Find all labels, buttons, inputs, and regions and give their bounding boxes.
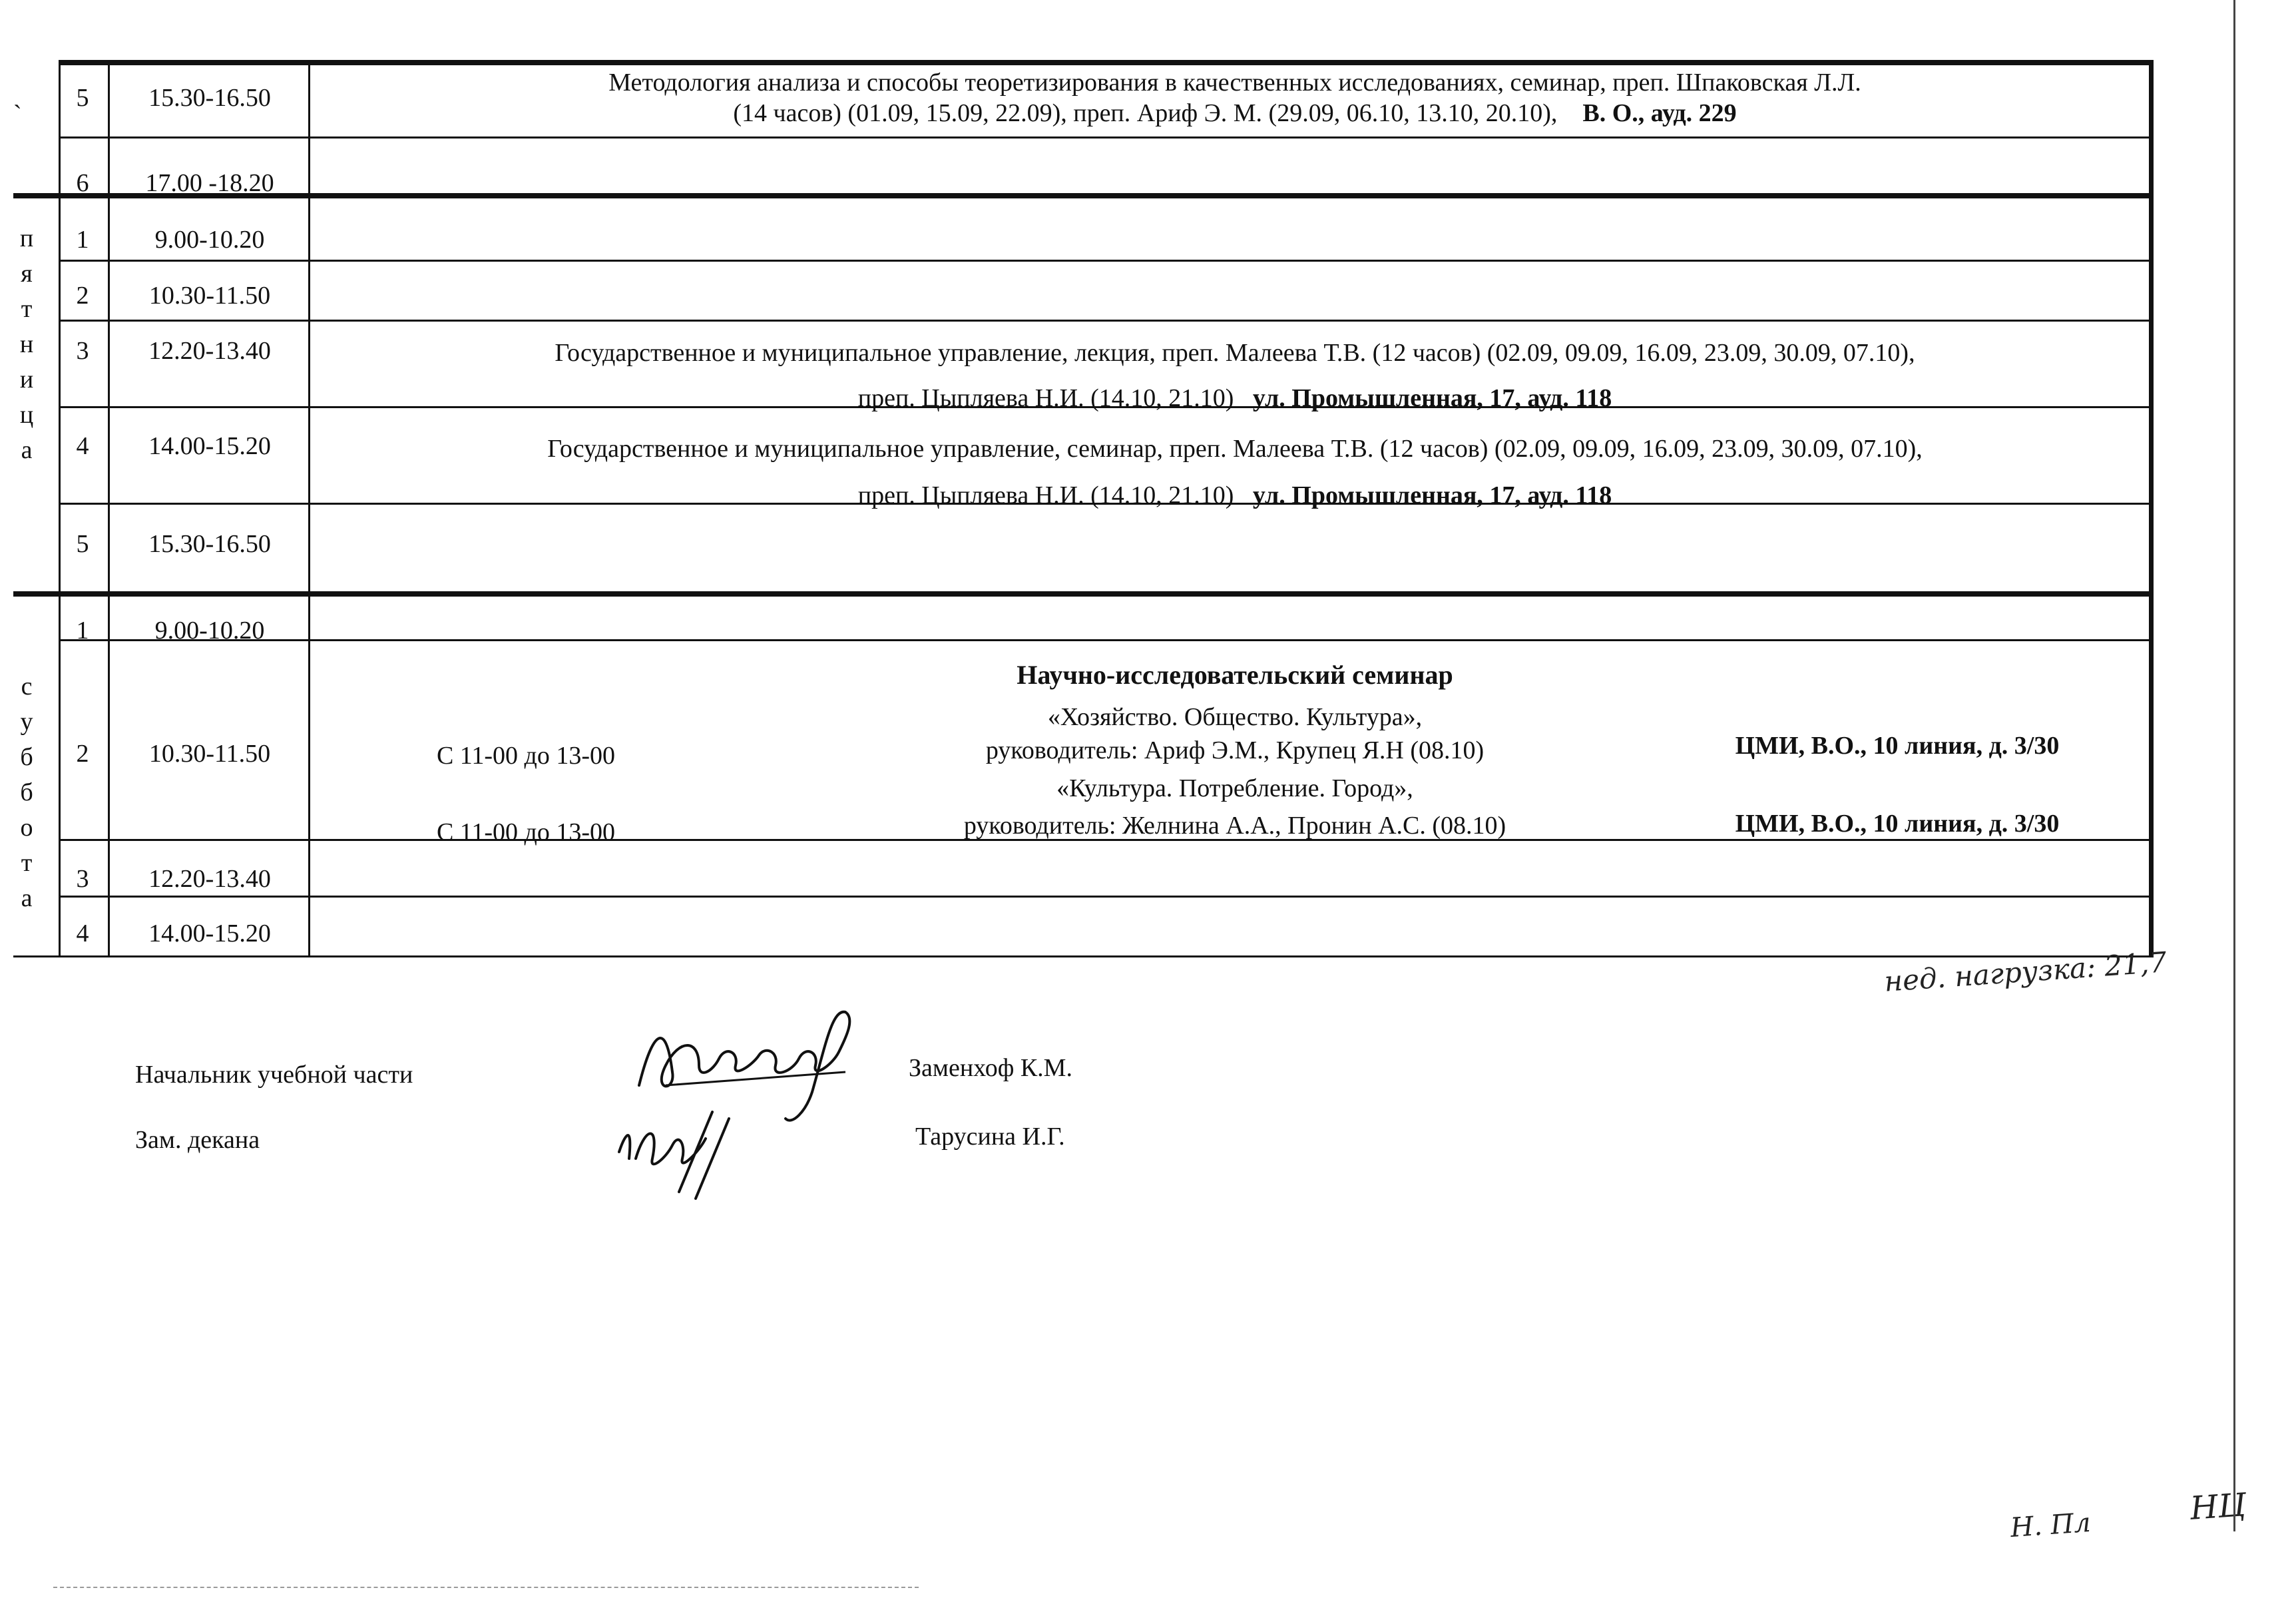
row-divider [59, 639, 2152, 641]
handwritten-signature-icon [612, 1099, 772, 1199]
row-number: 6 [76, 169, 89, 197]
day-letter: с [21, 672, 33, 700]
class-description-line2 [313, 99, 2157, 128]
day-letter: б [20, 778, 33, 806]
class-location: В. О., ауд. 229 [1582, 99, 1737, 127]
class-description-line2 [313, 481, 2157, 510]
day-letter: а [21, 436, 33, 464]
row-divider [59, 136, 2152, 138]
day-letter: а [21, 884, 33, 912]
day-letter: п [19, 224, 34, 252]
row-time: 10.30-11.50 [148, 740, 271, 768]
day-divider [13, 591, 2152, 597]
row-time: 12.20-13.40 [148, 337, 271, 365]
day-letter: я [21, 260, 33, 288]
row-number: 1 [76, 617, 89, 645]
handwritten-initials: НЦ [2189, 1486, 2247, 1527]
class-description: Методология анализа и способы теоретизирования в качественных исследованиях, семинар, преп. Шпаковская Л.Л. [608, 69, 1861, 97]
class-description: Государственное и муниципальное управление, лекция, преп. Малеева Т.В. (12 часов) (02.09, 09.09, 16.09, 23.09, 30.09, 07.10), [555, 339, 1915, 367]
signature-position: Зам. декана [135, 1126, 260, 1154]
seminar-time-range: С 11-00 до 13-00 [436, 742, 616, 770]
row-time: 17.00 -18.20 [145, 169, 274, 197]
scan-bottom-line [53, 1587, 919, 1588]
seminar-time-range: С 11-00 до 13-00 [436, 818, 616, 846]
day-letter: ц [19, 401, 34, 429]
row-number: 3 [76, 865, 89, 893]
row-time: 14.00-15.20 [148, 432, 271, 460]
signature-name: Тарусина И.Г. [915, 1123, 1065, 1151]
seminar-leader: руководитель: Ариф Э.М., Крупец Я.Н (08.10) [985, 736, 1485, 764]
handwritten-initials: Н. Пл [2009, 1507, 2092, 1544]
margin-mark: ` [13, 101, 22, 129]
day-letter: т [21, 295, 33, 323]
class-description-line2 [313, 384, 2157, 413]
row-time: 10.30-11.50 [148, 282, 271, 310]
row-number: 3 [76, 337, 89, 365]
table-border-bottom [13, 955, 2152, 957]
day-letter: о [20, 814, 33, 842]
row-time: 12.20-13.40 [148, 865, 271, 893]
row-time: 9.00-10.20 [154, 617, 265, 645]
row-number: 5 [76, 530, 89, 558]
signature-name: Заменхоф К.М. [909, 1054, 1072, 1082]
seminar-name: «Культура. Потребление. Город», [1056, 774, 1413, 802]
row-number: 2 [76, 740, 89, 768]
row-number: 1 [76, 226, 89, 254]
row-time: 15.30-16.50 [148, 84, 271, 112]
class-description: Государственное и муниципальное управление, семинар, преп. Малеева Т.В. (12 часов) (02.09, 09.09, 16.09, 23.09, 30.09, 07.10), [547, 435, 1923, 463]
row-divider [59, 896, 2152, 898]
seminar-title: Научно-исследовательский семинар [1017, 660, 1453, 690]
row-divider [59, 260, 2152, 262]
day-letter: у [20, 708, 33, 736]
class-details: преп. Цыпляева Н.И. (14.10, 21.10) [857, 481, 1234, 509]
row-number: 2 [76, 282, 89, 310]
class-location: ул. Промышленная, 17, ауд. 118 [1252, 481, 1612, 509]
row-time: 15.30-16.50 [148, 530, 271, 558]
scan-edge-line [2233, 0, 2235, 1531]
row-number: 4 [76, 432, 89, 460]
seminar-place: ЦМИ, В.О., 10 линия, д. 3/30 [1735, 732, 2060, 760]
row-time: 14.00-15.20 [148, 920, 271, 947]
class-details: преп. Цыпляева Н.И. (14.10, 21.10) [857, 384, 1234, 412]
seminar-name: «Хозяйство. Общество. Культура», [1047, 703, 1423, 731]
day-label-saturday [13, 669, 40, 916]
seminar-leader: руководитель: Желнина А.А., Пронин А.С. (08.10) [963, 812, 1506, 840]
class-details: (14 часов) (01.09, 15.09, 22.09), преп. Ариф Э. М. (29.09, 06.10, 13.10, 20.10), [733, 99, 1558, 127]
signature-position: Начальник учебной части [135, 1061, 413, 1089]
day-divider [13, 193, 2152, 198]
row-divider [59, 320, 2152, 322]
class-location: ул. Промышленная, 17, ауд. 118 [1252, 384, 1612, 412]
day-label-friday [13, 221, 40, 468]
handwritten-load-note: нед. нагрузка: 21,7 [1883, 945, 2168, 998]
day-letter: б [20, 743, 33, 771]
day-letter: и [19, 366, 34, 394]
seminar-place: ЦМИ, В.О., 10 линия, д. 3/30 [1735, 810, 2060, 838]
row-number: 4 [76, 920, 89, 947]
row-number: 5 [76, 84, 89, 112]
day-letter: т [21, 849, 33, 877]
day-letter: н [19, 330, 34, 358]
table-border-top [59, 60, 2152, 65]
row-time: 9.00-10.20 [154, 226, 265, 254]
